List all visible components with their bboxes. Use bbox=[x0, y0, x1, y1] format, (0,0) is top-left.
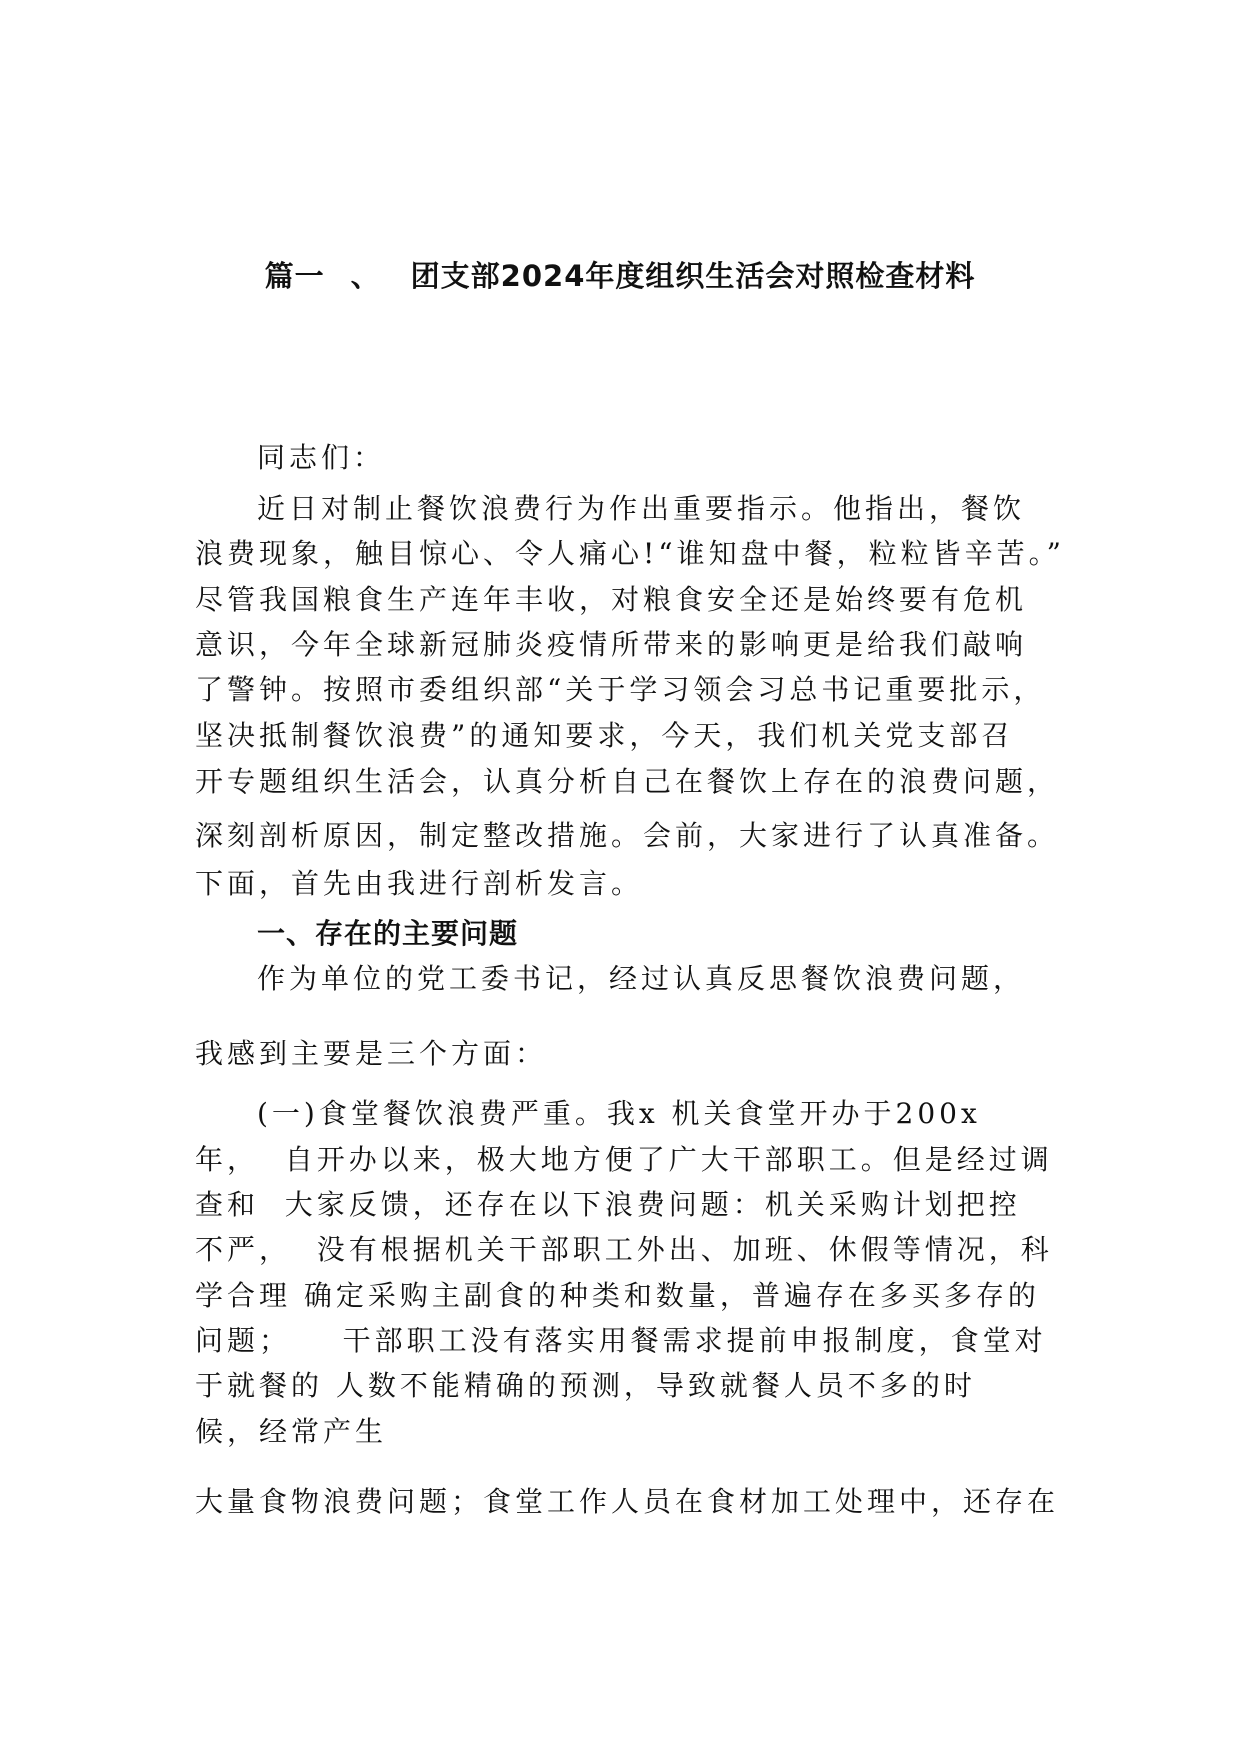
intro-line-8: 深刻剖析原因，制定整改措施。会前，大家进行了认真准备。 bbox=[195, 819, 1060, 852]
intro-line-7: 开专题组织生活会，认真分析自己在餐饮上存在的浪费问题， bbox=[195, 765, 1060, 798]
item-line-8: 候，经常产生 bbox=[195, 1415, 388, 1448]
item-line-5: 学合理 确定采购主副食的种类和数量，普遍存在多买多存的 bbox=[195, 1279, 1040, 1312]
intro-line-3: 尽管我国粮食生产连年丰收，对粮食安全还是始终要有危机 bbox=[195, 583, 1028, 616]
intro-line-6: 坚决抵制餐饮浪费”的通知要求，今天，我们机关党支部召 bbox=[195, 719, 1014, 752]
section-line-1: 作为单位的党工委书记，经过认真反思餐饮浪费问题， bbox=[257, 962, 1026, 995]
document-title bbox=[0, 256, 1240, 296]
title-separator: 、 bbox=[350, 259, 381, 293]
item-line-2: 年， 自开办以来，极大地方便了广大干部职工。但是经过调 bbox=[195, 1143, 1053, 1176]
item-line-7: 于就餐的 人数不能精确的预测，导致就餐人员不多的时 bbox=[195, 1369, 976, 1402]
intro-line-1: 近日对制止餐饮浪费行为作出重要指示。他指出，餐饮 bbox=[257, 492, 1026, 525]
intro-line-2: 浪费现象，触目惊心、令人痛心!“谁知盘中餐，粒粒皆辛苦。” bbox=[195, 537, 1065, 570]
item-line-4: 不严， 没有根据机关干部职工外出、加班、休假等情况，科 bbox=[195, 1233, 1053, 1266]
greeting: 同志们： bbox=[257, 441, 386, 474]
intro-line-9: 下面，首先由我进行剖析发言。 bbox=[195, 867, 644, 900]
title-part-label: 篇一 bbox=[264, 259, 325, 293]
section-heading: 一、存在的主要问题 bbox=[257, 917, 519, 950]
item-line-3: 查和 大家反馈，还存在以下浪费问题：机关采购计划把控 bbox=[195, 1188, 1021, 1221]
item-line-1: (一)食堂餐饮浪费严重。我x 机关食堂开办于200x bbox=[257, 1097, 981, 1130]
intro-line-5: 了警钟。按照市委组织部“关于学习领会习总书记重要批示， bbox=[195, 673, 1046, 706]
item-line-6: 问题； 干部职工没有落实用餐需求提前申报制度，食堂对 bbox=[195, 1324, 1047, 1357]
section-line-2: 我感到主要是三个方面： bbox=[195, 1037, 548, 1070]
item-line-9: 大量食物浪费问题；食堂工作人员在食材加工处理中，还存在 bbox=[195, 1485, 1060, 1518]
intro-line-4: 意识，今年全球新冠肺炎疫情所带来的影响更是给我们敲响 bbox=[195, 628, 1028, 661]
title-text: 团支部2024年度组织生活会对照检查材料 bbox=[410, 259, 976, 293]
